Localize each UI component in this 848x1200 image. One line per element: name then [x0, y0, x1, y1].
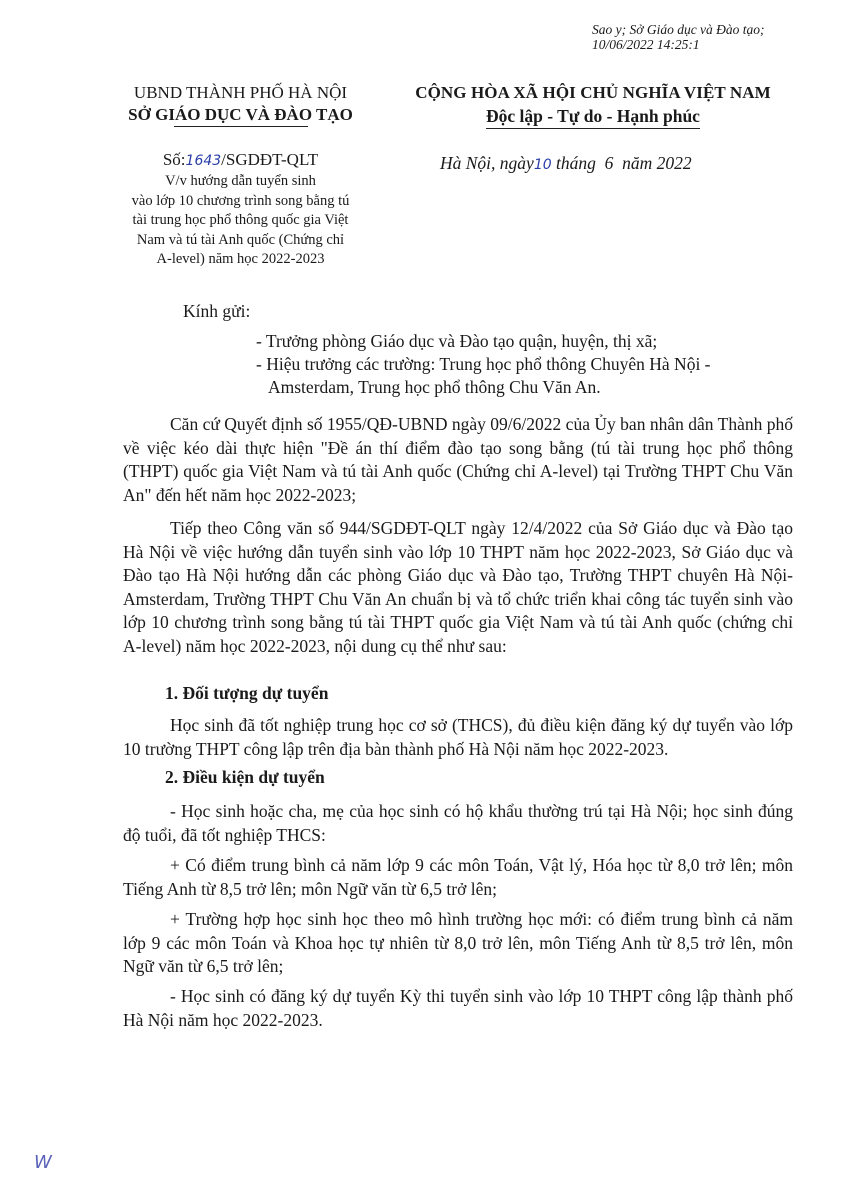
section-2-heading: 2. Điều kiện dự tuyển — [165, 767, 325, 787]
date-month-year: tháng 6 năm 2022 — [556, 153, 692, 173]
national-title: CỘNG HÒA XÃ HỘI CHỦ NGHĨA VIỆT NAM — [415, 83, 771, 102]
section-2-item — [123, 985, 793, 1032]
issuer-name: SỞ GIÁO DỤC VÀ ĐÀO TẠO — [128, 105, 353, 124]
doc-number-prefix: Số: — [162, 150, 186, 169]
section-1-text: Học sinh đã tốt nghiệp trung học cơ sở (THCS), đủ điều kiện đăng ký dự tuyển vào lớp 10 trường THPT công lập trên địa bàn thành phố Hà Nội năm học 2022-2023. — [123, 715, 793, 759]
section-1-heading: 1. Đối tượng dự tuyển — [165, 683, 329, 703]
initials-mark: W — [34, 1152, 52, 1173]
stamp-line-2: 10/06/2022 14:25:1 — [592, 37, 700, 52]
condition-text: + Có điểm trung bình cả năm lớp 9 các môn Toán, Vật lý, Hóa học từ 8,0 trở lên; môn Tiếng Anh từ 8,5 trở lên; môn Ngữ văn từ 6,5 trở lên; — [123, 855, 793, 899]
issuer-underline — [174, 126, 308, 127]
date-day-handwritten: 10 — [533, 157, 552, 173]
recipient-item: - Trưởng phòng Giáo dục và Đào tạo quận, huyện, thị xã; — [256, 331, 658, 351]
doc-number-handwritten: 1643 — [185, 153, 222, 169]
section-2-item — [123, 854, 793, 901]
subject-line: A-level) năm học 2022-2023 — [156, 251, 325, 267]
subject-line: vào lớp 10 chương trình song bằng tú — [131, 192, 350, 209]
subject-block — [88, 172, 393, 270]
subject-line: tài trung học phổ thông quốc gia Việt — [132, 212, 349, 228]
copy-stamp — [592, 22, 765, 52]
paragraph-reference — [123, 517, 793, 658]
national-header — [383, 82, 803, 128]
doc-number-suffix: /SGDĐT-QLT — [221, 150, 319, 169]
subject-line: Nam và tú tài Anh quốc (Chứng chỉ — [136, 231, 345, 248]
date-prefix: Hà Nội, ngày — [440, 153, 534, 173]
condition-text: + Trường hợp học sinh học theo mô hình trường học mới: có điểm trung bình cả năm lớp 9 các môn Toán và Khoa học tự nhiên từ 8,0 trở lên, môn Tiếng Anh từ 8,5 trở lên, môn Ngữ văn từ 6,5 trở lên; — [123, 909, 793, 976]
section-2-item — [123, 800, 793, 847]
issuer-header — [88, 82, 393, 126]
recipient-item: Amsterdam, Trung học phổ thông Chu Văn An. — [268, 377, 601, 397]
section-2-item — [123, 908, 793, 979]
subject-line: V/v hướng dẫn tuyển sinh — [165, 173, 316, 189]
issue-date — [440, 153, 692, 174]
paragraph-text: Căn cứ Quyết định số 1955/QĐ-UBND ngày 09/6/2022 của Ủy ban nhân dân Thành phố về việc kéo dài thực hiện "Đề án thí điểm đào tạo song bằng (tú tài trung học phổ thông (THPT) quốc gia Việt Nam và tú tài Anh quốc (Chứng chỉ A-level) tại Trường THPT Chu Văn An" đến hết năm học 2022-2023; — [123, 414, 793, 505]
condition-text: - Học sinh có đăng ký dự tuyển Kỳ thi tuyển sinh vào lớp 10 THPT công lập thành phố Hà Nội năm học 2022-2023. — [123, 986, 793, 1030]
motto-underline — [486, 128, 700, 129]
condition-text: - Học sinh hoặc cha, mẹ của học sinh có hộ khẩu thường trú tại Hà Nội; học sinh đúng độ tuổi, đã tốt nghiệp THCS: — [123, 801, 793, 845]
section-1-body — [123, 714, 793, 761]
stamp-line-1: Sao y; Sở Giáo dục và Đào tạo; — [592, 22, 765, 37]
national-motto: Độc lập - Tự do - Hạnh phúc — [486, 106, 700, 126]
salutation: Kính gửi: — [183, 301, 251, 321]
issuer-parent: UBND THÀNH PHỐ HÀ NỘI — [133, 83, 348, 102]
document-number — [88, 149, 393, 172]
paragraph-text: Tiếp theo Công văn số 944/SGDĐT-QLT ngày 12/4/2022 của Sở Giáo dục và Đào tạo Hà Nội về việc hướng dẫn tuyển sinh vào lớp 10 THPT năm học 2022-2023, Sở Giáo dục và Đào tạo Hà Nội hướng dẫn các phòng Giáo dục và Đào tạo, Trường THPT chuyên Hà Nội-Amsterdam, Trường THPT Chu Văn An chuẩn bị và tổ chức triển khai công tác tuyển sinh vào lớp 10 chương trình song bằng tú tài THPT quốc gia Việt Nam và tú tài Anh quốc (chứng chỉ A-level) năm học 2022-2023, nội dung cụ thể như sau: — [123, 518, 793, 656]
paragraph-legal-basis — [123, 413, 793, 507]
recipient-item: - Hiệu trưởng các trường: Trung học phổ thông Chuyên Hà Nội - — [256, 354, 711, 374]
